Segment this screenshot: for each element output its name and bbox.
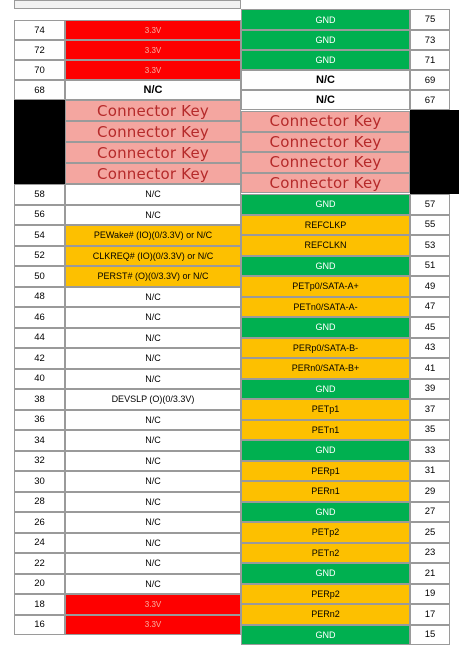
right-signal-43: PERp0/SATA-B- [241,338,410,359]
right-pin-53: 53 [410,235,450,256]
left-pin-48: 48 [14,287,65,308]
left-pin-16: 16 [14,615,65,636]
left-pin-28: 28 [14,492,65,513]
right-signal-21: GND [241,563,410,584]
left-signal-42: N/C [65,348,241,369]
right-connector-key: Connector Key [241,111,410,132]
left-pin-74: 74 [14,20,65,40]
right-signal-35: PETn1 [241,420,410,441]
right-signal-55: REFCLKP [241,215,410,236]
left-signal-16: 3.3V [65,615,241,636]
right-connector-key: Connector Key [241,132,410,153]
left-pin-56: 56 [14,205,65,226]
left-signal-20: N/C [65,574,241,595]
right-pin-69: 69 [410,70,450,90]
right-signal-39: GND [241,379,410,400]
right-pin-35: 35 [410,420,450,441]
right-signal-75: GND [241,9,410,30]
left-signal-18: 3.3V [65,594,241,615]
left-pin-26: 26 [14,512,65,533]
right-pin-17: 17 [410,604,450,625]
left-signal-24: N/C [65,533,241,554]
left-signal-26: N/C [65,512,241,533]
left-pin-36: 36 [14,410,65,431]
left-pin-24: 24 [14,533,65,554]
left-signal-22: N/C [65,553,241,574]
right-signal-49: PETp0/SATA-A+ [241,276,410,297]
left-signal-74: 3.3V [65,20,241,40]
right-pin-51: 51 [410,256,450,277]
left-signal-68: N/C [65,80,241,100]
left-pin-50: 50 [14,266,65,287]
right-connector-key: Connector Key [241,173,410,194]
left-pin-46: 46 [14,307,65,328]
right-signal-57: GND [241,194,410,215]
right-pin-27: 27 [410,502,450,523]
right-pin-21: 21 [410,563,450,584]
left-pin-54: 54 [14,225,65,246]
left-pin-22: 22 [14,553,65,574]
right-signal-73: GND [241,30,410,50]
right-signal-29: PERn1 [241,481,410,502]
left-signal-28: N/C [65,492,241,513]
left-signal-70: 3.3V [65,60,241,80]
left-pin-58: 58 [14,184,65,205]
left-signal-34: N/C [65,430,241,451]
left-signal-32: N/C [65,451,241,472]
left-pin-20: 20 [14,574,65,595]
right-pin-15: 15 [410,625,450,645]
left-pin-52: 52 [14,246,65,267]
left-connector-key: Connector Key [65,142,241,163]
right-pin-57: 57 [410,194,450,215]
right-signal-17: PERn2 [241,604,410,625]
right-signal-53: REFCLKN [241,235,410,256]
right-signal-69: N/C [241,70,410,90]
right-pin-43: 43 [410,338,450,359]
right-pin-71: 71 [410,50,450,70]
right-signal-25: PETp2 [241,522,410,543]
right-signal-37: PETp1 [241,399,410,420]
left-signal-38: DEVSLP (O)(0/3.3V) [65,389,241,410]
right-signal-27: GND [241,502,410,523]
right-pin-47: 47 [410,297,450,318]
left-signal-30: N/C [65,471,241,492]
right-pin-55: 55 [410,215,450,236]
right-pin-67: 67 [410,90,450,110]
left-pin-40: 40 [14,369,65,390]
right-pin-25: 25 [410,522,450,543]
left-pin-42: 42 [14,348,65,369]
right-key-block [410,110,459,194]
left-connector-key: Connector Key [65,163,241,184]
right-pin-45: 45 [410,317,450,338]
left-pin-34: 34 [14,430,65,451]
right-pin-23: 23 [410,543,450,564]
left-signal-50: PERST# (O)(0/3.3V) or N/C [65,266,241,287]
right-signal-41: PERn0/SATA-B+ [241,358,410,379]
left-pin-72: 72 [14,40,65,60]
left-signal-36: N/C [65,410,241,431]
right-signal-23: PETn2 [241,543,410,564]
left-pin-44: 44 [14,328,65,349]
right-signal-51: GND [241,256,410,277]
right-signal-67: N/C [241,90,410,110]
right-signal-45: GND [241,317,410,338]
left-signal-56: N/C [65,205,241,226]
right-pin-37: 37 [410,399,450,420]
left-pin-70: 70 [14,60,65,80]
right-pin-39: 39 [410,379,450,400]
right-connector-key: Connector Key [241,152,410,173]
right-pin-29: 29 [410,481,450,502]
left-key-block [14,100,65,184]
left-connector-key: Connector Key [65,100,241,121]
left-pin-38: 38 [14,389,65,410]
right-pin-73: 73 [410,30,450,50]
left-pin-30: 30 [14,471,65,492]
left-signal-44: N/C [65,328,241,349]
left-signal-46: N/C [65,307,241,328]
left-pin-18: 18 [14,594,65,615]
right-pin-33: 33 [410,440,450,461]
right-pin-41: 41 [410,358,450,379]
left-signal-40: N/C [65,369,241,390]
right-signal-31: PERp1 [241,461,410,482]
right-pin-19: 19 [410,584,450,605]
left-connector-key: Connector Key [65,121,241,142]
left-pin-68: 68 [14,80,65,100]
right-signal-33: GND [241,440,410,461]
right-signal-15: GND [241,625,410,645]
right-signal-71: GND [241,50,410,70]
left-pin-32: 32 [14,451,65,472]
right-signal-47: PETn0/SATA-A- [241,297,410,318]
right-signal-19: PERp2 [241,584,410,605]
left-signal-52: CLKREQ# (IO)(0/3.3V) or N/C [65,246,241,267]
header-strip [14,0,241,9]
left-signal-58: N/C [65,184,241,205]
right-pin-75: 75 [410,9,450,30]
left-signal-72: 3.3V [65,40,241,60]
right-pin-49: 49 [410,276,450,297]
left-signal-54: PEWake# (IO)(0/3.3V) or N/C [65,225,241,246]
left-signal-48: N/C [65,287,241,308]
right-pin-31: 31 [410,461,450,482]
